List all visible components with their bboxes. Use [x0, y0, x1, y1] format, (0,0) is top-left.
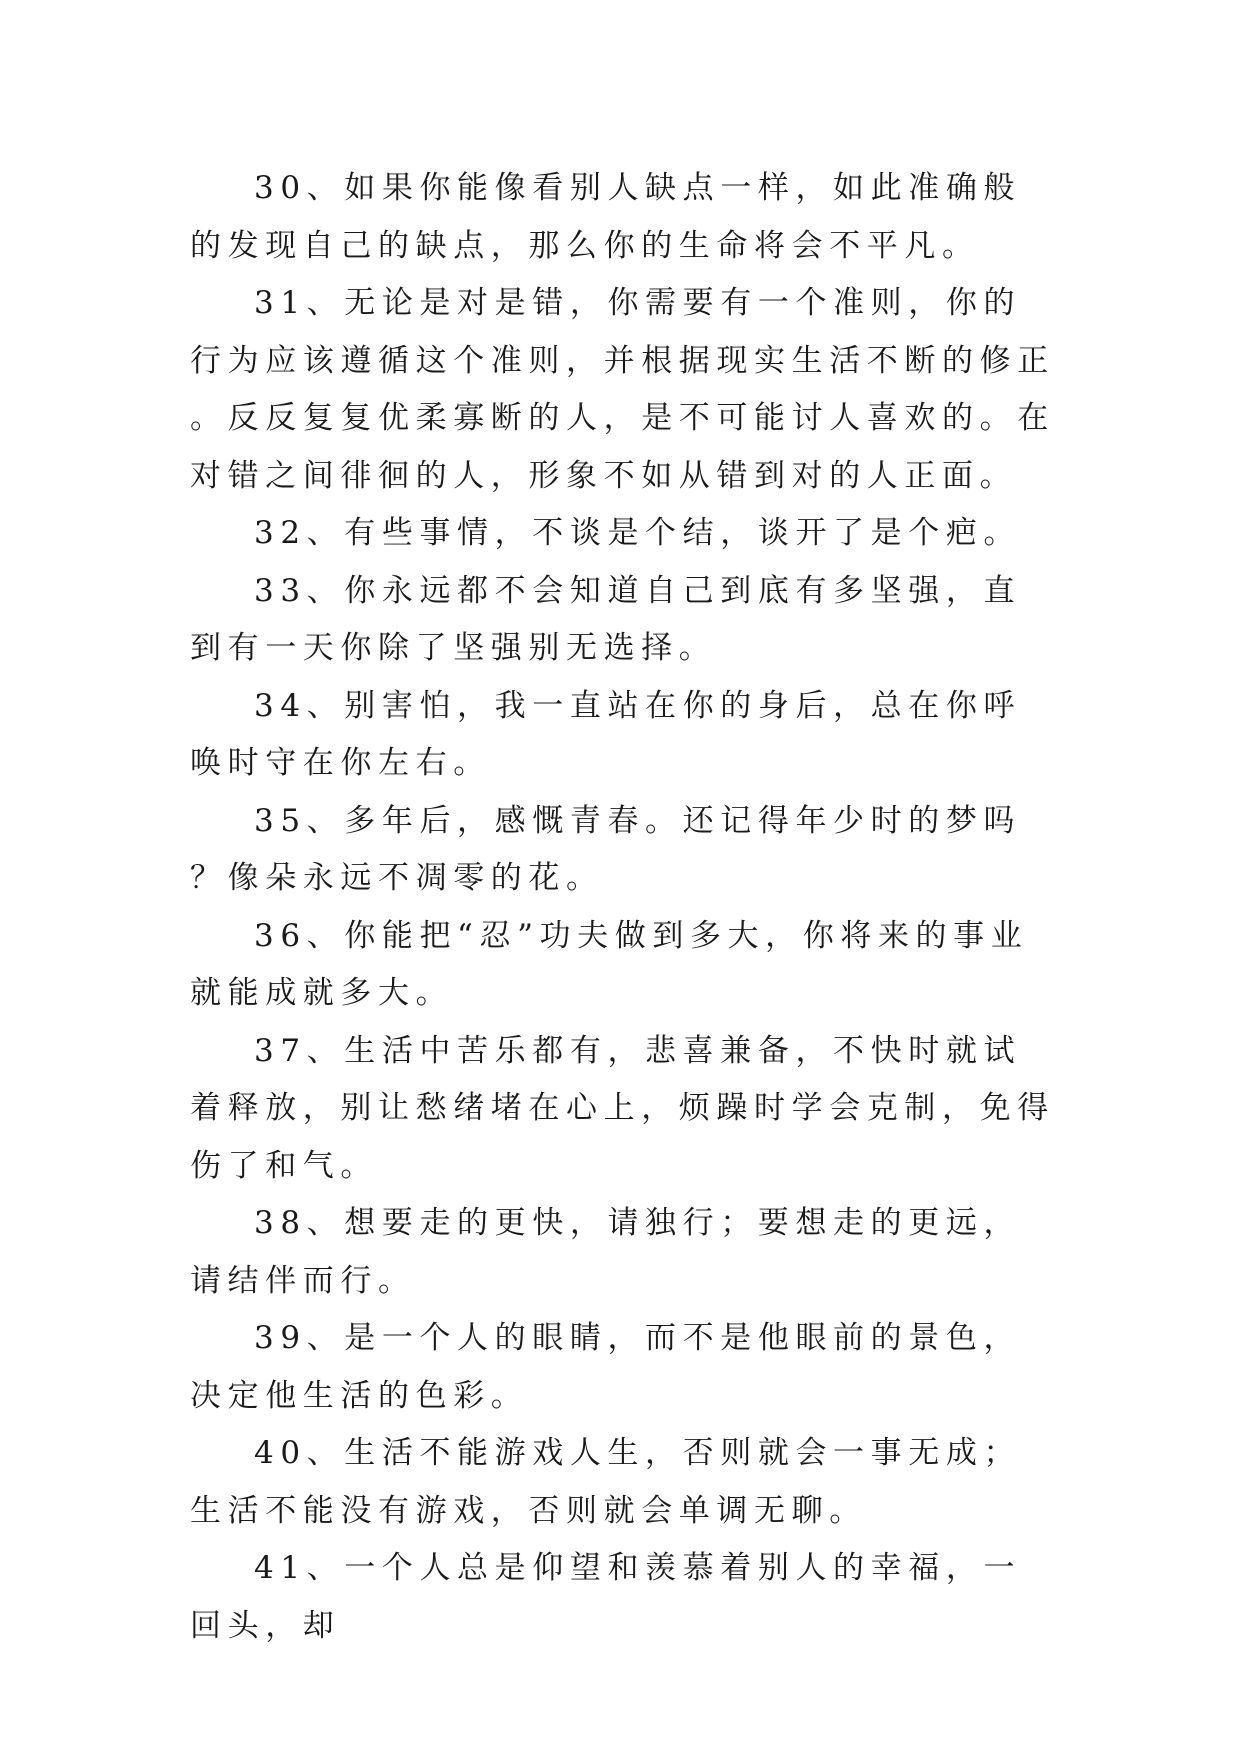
document-body [190, 160, 1055, 1655]
paragraph-38: 38、想要走的更快，请独行；要想走的更远，请结伴而行。 [190, 1205, 1022, 1299]
paragraph-40: 40、生活不能游戏人生，否则就会一事无成；生活不能没有游戏，否则就会单调无聊。 [190, 1435, 1022, 1529]
paragraph-39: 39、是一个人的眼睛，而不是他眼前的景色，决定他生活的色彩。 [190, 1320, 1022, 1414]
paragraph-37: 37、生活中苦乐都有，悲喜兼备，不快时就试着释放，别让愁绪堵在心上，烦躁时学会克制，免得伤了和气。 [190, 1032, 1055, 1184]
paragraph-41: 41、一个人总是仰望和羡慕着别人的幸福，一回头，却 [190, 1550, 1022, 1644]
paragraph-32: 32、有些事情，不谈是个结，谈开了是个疤。 [254, 515, 1022, 551]
paragraph-34: 34、别害怕，我一直站在你的身后，总在你呼唤时守在你左右。 [190, 687, 1022, 781]
paragraph-30: 30、如果你能像看别人缺点一样，如此准确般的发现自己的缺点，那么你的生命将会不平凡。 [190, 170, 1022, 264]
paragraph-33: 33、你永远都不会知道自己到底有多坚强，直到有一天你除了坚强别无选择。 [190, 572, 1022, 666]
paragraph-36: 36、你能把“忍”功夫做到多大，你将来的事业就能成就多大。 [190, 917, 1029, 1011]
paragraph-35: 35、多年后，感慨青春。还记得年少时的梦吗？像朵永远不凋零的花。 [190, 802, 1022, 896]
paragraph-31: 31、无论是对是错，你需要有一个准则，你的行为应该遵循这个准则，并根据现实生活不断的修正。反反复复优柔寡断的人，是不可能讨人喜欢的。在对错之间徘徊的人，形象不如从错到对的人正面。 [190, 285, 1055, 494]
